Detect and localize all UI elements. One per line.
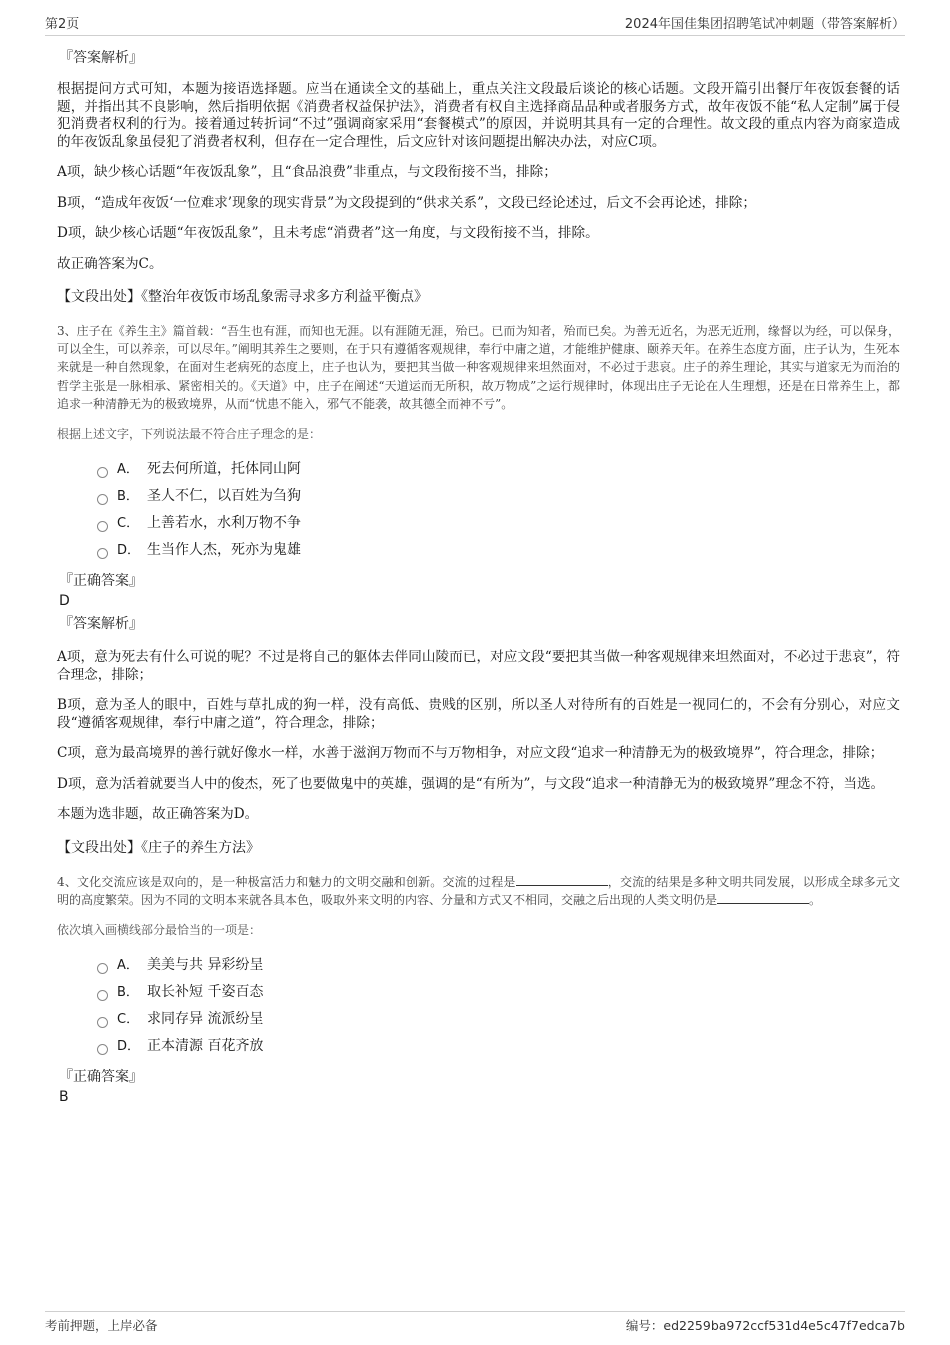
document-title: 2024年国佳集团招聘笔试冲刺题（带答案解析） xyxy=(624,17,905,32)
q2-analysis-b: B项，“造成年夜饭‘一位难求’现象的现实背景”为文段提到的“供求关系”，文段已经论述过，后文不会再论述，排除； xyxy=(57,194,756,211)
page-footer xyxy=(45,1311,905,1334)
q3-option-c[interactable]: C． 上善若水，水利万物不争 xyxy=(97,510,900,537)
radio-icon[interactable] xyxy=(97,1044,108,1055)
q2-analysis-label: 『答案解析』 xyxy=(59,50,143,66)
radio-icon[interactable] xyxy=(97,548,108,559)
page-header xyxy=(45,12,905,36)
radio-icon[interactable] xyxy=(97,521,108,532)
q3-option-d[interactable]: D． 生当作人杰，死亦为鬼雄 xyxy=(97,537,900,564)
q2-analysis-a: A项，缺少核心话题“年夜饭乱象”，且“食品浪费”非重点，与文段衔接不当，排除； xyxy=(57,164,557,180)
radio-icon[interactable] xyxy=(97,1017,108,1028)
q4-option-a[interactable]: A． 美美与共 异彩纷呈 xyxy=(97,952,900,979)
q3-source: 【文段出处】《庄子的养生方法》 xyxy=(57,839,260,856)
q3-option-a[interactable]: A． 死去何所道，托体同山阿 xyxy=(97,456,900,483)
q2-source: 【文段出处】《整治年夜饭市场乱象需寻求多方利益平衡点》 xyxy=(57,289,428,305)
radio-icon[interactable] xyxy=(97,494,108,505)
q4-prompt: 依次填入画横线部分最恰当的一项是： xyxy=(57,922,262,937)
q4-option-d[interactable]: D． 正本清源 百花齐放 xyxy=(97,1033,900,1060)
footer-code: 编号：ed2259ba972ccf531d4e5c47f7edca7b xyxy=(625,1318,905,1333)
radio-icon[interactable] xyxy=(97,990,108,1001)
q4-answer: B xyxy=(59,1088,69,1105)
q4-options xyxy=(97,952,900,1060)
q3-analysis-label: 『答案解析』 xyxy=(59,616,143,633)
radio-icon[interactable] xyxy=(97,963,108,974)
fill-blank-1 xyxy=(516,873,608,886)
q4-option-b[interactable]: B． 取长补短 千姿百态 xyxy=(97,979,900,1006)
q3-answer: D xyxy=(59,593,70,610)
fill-blank-2 xyxy=(717,891,809,904)
q3-option-b[interactable]: B． 圣人不仁，以百姓为刍狗 xyxy=(97,483,900,510)
q4-stem: 4、文化交流应该是双向的，是一种极富活力和魅力的文明交融和创新。交流的过程是 ，交流的结果是多种文明共同发展，以形成全球多元文明的高度繁荣。因为不同的文明本来就各具本色，吸取外来文明的内容、分量和方式又不相同，交融之后出现的人类文明仍是 。 xyxy=(57,874,900,907)
q3-analysis-a: A项，意为死去有什么可说的呢？不过是将自己的躯体去伴同山陵而已，对应文段“要把其当做一种客观规律来坦然面对，不必过于悲哀”，符合理念，排除； xyxy=(57,649,900,683)
q2-analysis-d: D项，缺少核心话题“年夜饭乱象”，且未考虑“消费者”这一角度，与文段衔接不当，排除。 xyxy=(57,225,599,241)
q3-analysis-b: B项，意为圣人的眼中，百姓与草扎成的狗一样，没有高低、贵贱的区别，所以圣人对待所有的百姓是一视同仁的，不会有分别心，对应文段“遵循客观规律，奉行中庸之道”，符合理念，排除； xyxy=(57,697,900,731)
main-content xyxy=(57,47,900,1109)
footer-slogan: 考前押题，上岸必备 xyxy=(45,1318,158,1333)
q4-option-c[interactable]: C． 求同存异 流派纷呈 xyxy=(97,1006,900,1033)
q3-stem: 3、庄子在《养生主》篇首载：“吾生也有涯，而知也无涯。以有涯随无涯，殆已。已而为知者，殆而已矣。为善无近名，为恶无近刑，缘督以为经，可以保身，可以全生，可以养亲，可以尽年。”阐明其养生之要则，在于只有遵循客观规律，奉行中庸之道，才能维护健康、颐养天年。在养生态度方面，庄子认为，生死本来就是一种自然现象，在面对生老病死的态度上，庄子也认为，要把其当做一种客观规律来坦然面对，不必过于悲哀。庄子的养生理论，其实与道家无为而治的哲学主张是一脉相承、紧密相关的。《天道》中，庄子在阐述“天道运而无所积，故万物成”之运行规律时，体现出庄子无论在人生理想，还是在日常养生上，都追求一种清静无为的极致境界，从而“忧患不能入，邪气不能袭，故其德全而神不亏”。 xyxy=(57,324,900,411)
q3-analysis-c: C项，意为最高境界的善行就好像水一样，水善于滋润万物而不与万物相争，对应文段“追求一种清静无为的极致境界”，符合理念，排除； xyxy=(57,745,884,762)
page-number: 第2页 xyxy=(45,17,80,32)
q2-analysis-main: 根据提问方式可知，本题为接语选择题。应当在通读全文的基础上，重点关注文段最后谈论的核心话题。文段开篇引出餐厅年夜饭套餐的话题，并指出其不良影响，然后指明依据《消费者权益保护法》，消费者有权自主选择商品品种或者服务方式，故年夜饭不能“私人定制”属于侵犯消费者权利的行为。接着通过转折词“不过”强调商家采用“套餐模式”的原因，并说明其具有一定的合理性。故文段的重点内容为商家造成的年夜饭乱象虽侵犯了消费者权利，但存在一定合理性，后文应针对该问题提出解决办法，对应C项。 xyxy=(57,81,900,150)
q2-conclusion: 故正确答案为C。 xyxy=(57,255,163,272)
q3-options xyxy=(97,456,900,564)
q3-analysis-d: D项，意为活着就要当人中的俊杰，死了也要做鬼中的英雄，强调的是“有所为”，与文段“追求一种清静无为的极致境界”理念不符，当选。 xyxy=(57,775,885,792)
radio-icon[interactable] xyxy=(97,467,108,478)
q3-answer-label: 『正确答案』 xyxy=(59,573,143,590)
q3-conclusion: 本题为选非题，故正确答案为D。 xyxy=(57,806,259,823)
q4-answer-label: 『正确答案』 xyxy=(59,1068,143,1085)
q3-prompt: 根据上述文字，下列说法最不符合庄子理念的是： xyxy=(57,427,322,442)
